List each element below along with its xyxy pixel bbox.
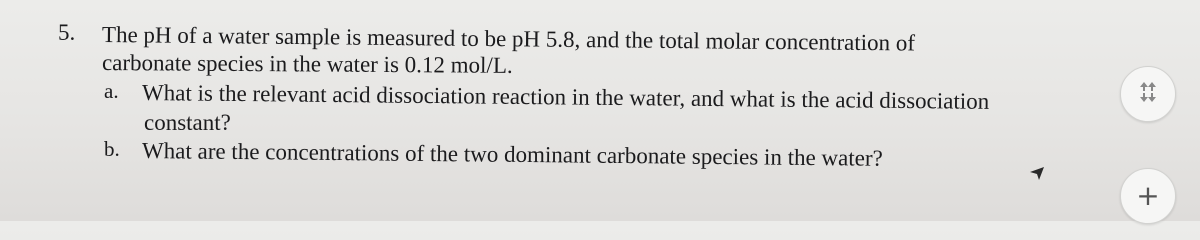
question-text-line-2: carbonate species in the water is 0.12 mol/L.: [101, 50, 513, 78]
plus-icon: +: [1136, 179, 1160, 212]
part-b-text-line-1: What are the concentrations of the two dominant carbonate species in the water?: [141, 138, 883, 171]
add-button[interactable]: [1120, 168, 1176, 224]
sort-button[interactable]: [1120, 66, 1176, 122]
question-text-line-1: The pH of a water sample is measured to be pH 5.8, and the total molar concentration of: [101, 22, 916, 56]
part-a-text-line-1: What is the relevant acid dissociation reaction in the water, and what is the acid dissociation: [141, 80, 990, 114]
question-number: 5.: [58, 20, 76, 45]
part-b-label: b.: [104, 137, 120, 161]
part-a-text-line-2: constant?: [144, 110, 231, 135]
cursor-arrow-icon: [1028, 164, 1046, 187]
sort-arrows-icon: [1137, 81, 1159, 108]
part-a-label: a.: [104, 79, 119, 103]
